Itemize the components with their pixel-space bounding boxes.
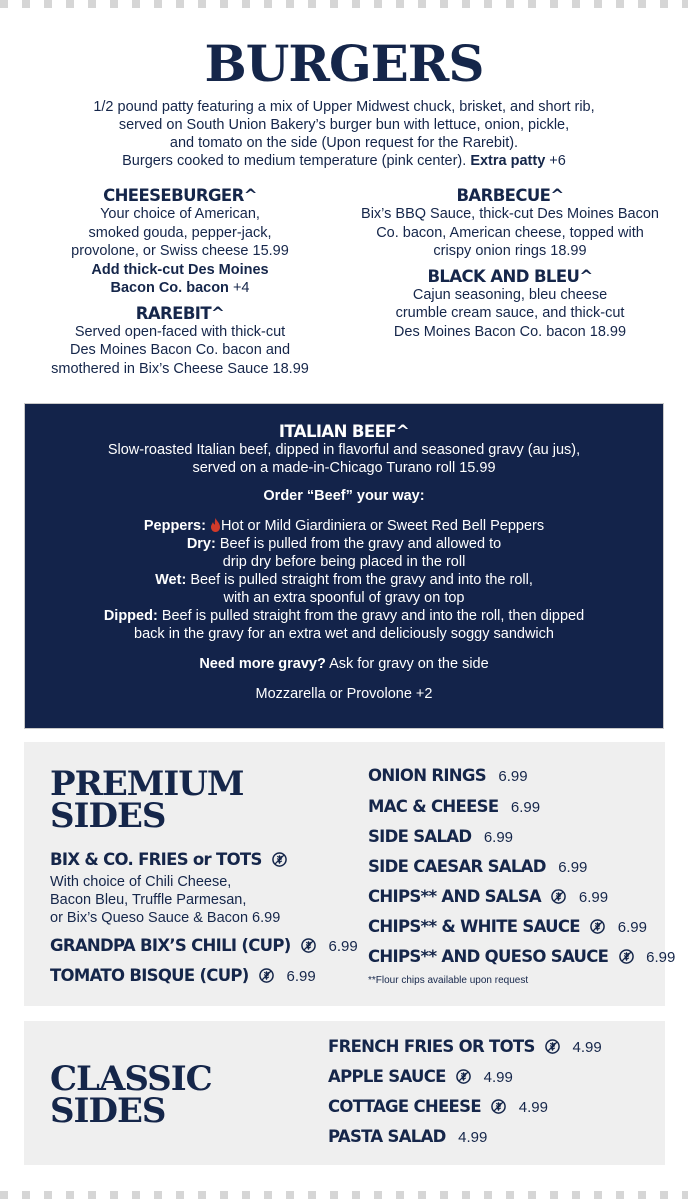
gravy-label: Need more gravy? bbox=[199, 656, 326, 672]
black-and-bleu-desc bbox=[350, 286, 670, 342]
flame-icon bbox=[210, 518, 221, 532]
side-item-cottage-cheese bbox=[328, 1097, 548, 1117]
side-name: BIX & CO. FRIES or TOTS bbox=[50, 850, 262, 869]
gluten-free-icon bbox=[456, 1069, 471, 1084]
order-way bbox=[25, 487, 663, 505]
intro-line bbox=[40, 152, 648, 170]
cheeseburger-title: CHEESEBURGER^ bbox=[103, 186, 257, 205]
side-item-fries bbox=[50, 850, 287, 870]
wet-line bbox=[25, 571, 663, 589]
title-line: SIDES bbox=[50, 796, 166, 836]
addon-price: +4 bbox=[232, 280, 250, 296]
side-price: 6.99 bbox=[483, 829, 514, 846]
side-item-tomato-bisque bbox=[50, 966, 316, 986]
cheese-addon: Mozzarella or Provolone +2 bbox=[255, 686, 433, 702]
burgers-left-column bbox=[40, 186, 320, 378]
classic-sides-panel bbox=[24, 1021, 665, 1165]
side-name: TOMATO BISQUE (CUP) bbox=[50, 966, 249, 985]
black-and-bleu-title: BLACK AND BLEU^ bbox=[427, 266, 593, 286]
addon-bold: Add thick-cut Des Moines bbox=[91, 261, 269, 278]
wet-text-cont: with an extra spoonful of gravy on top bbox=[223, 590, 465, 606]
desc-line: Des Moines Bacon Co. bacon 18.99 bbox=[393, 323, 627, 340]
fries-desc bbox=[50, 873, 280, 927]
side-item-french-fries bbox=[328, 1037, 602, 1057]
desc-line: Served open-faced with thick-cut bbox=[74, 323, 286, 340]
wet-label: Wet: bbox=[155, 572, 187, 588]
top-border bbox=[0, 0, 688, 8]
burgers-right-column bbox=[350, 186, 670, 341]
side-name: SIDE CAESAR SALAD bbox=[368, 857, 546, 876]
bottom-border bbox=[0, 1191, 688, 1199]
side-name: SIDE SALAD bbox=[368, 827, 472, 846]
side-item-chips-queso bbox=[368, 947, 675, 967]
rarebit-desc bbox=[40, 323, 320, 379]
title-line: PREMIUM bbox=[50, 764, 244, 804]
side-name: CHIPS** AND SALSA bbox=[368, 887, 541, 906]
peppers-label: Peppers: bbox=[143, 518, 206, 534]
side-name: FRENCH FRIES OR TOTS bbox=[328, 1037, 535, 1056]
dipped-line bbox=[25, 607, 663, 625]
bacon-addon-line-2 bbox=[40, 279, 320, 298]
peppers-line bbox=[25, 517, 663, 535]
dipped-text-cont: back in the gravy for an extra wet and deliciously soggy sandwich bbox=[134, 626, 554, 642]
side-name: CHIPS** AND QUESO SAUCE bbox=[368, 947, 609, 966]
flour-chips-note: **Flour chips available upon request bbox=[368, 975, 529, 986]
title-line: SIDES bbox=[50, 1091, 166, 1131]
desc-line: smothered in Bix’s Cheese Sauce 18.99 bbox=[51, 360, 309, 377]
side-item-onion-rings bbox=[368, 766, 528, 786]
gravy-text: Ask for gravy on the side bbox=[329, 656, 489, 672]
desc-line: smoked gouda, pepper-jack, bbox=[88, 224, 272, 241]
order-way-label: Order “Beef” your way: bbox=[263, 488, 425, 504]
gravy-line bbox=[25, 655, 663, 673]
desc-line: or Bix’s Queso Sauce & Bacon 6.99 bbox=[50, 910, 281, 926]
rarebit-title: RAREBIT^ bbox=[135, 303, 225, 323]
side-item-caesar-salad bbox=[368, 857, 587, 877]
burgers-intro bbox=[40, 98, 648, 170]
desc-line: crumble cream sauce, and thick-cut bbox=[395, 305, 625, 321]
intro-line: and tomato on the side (Upon request for the Rarebit). bbox=[169, 135, 519, 151]
bacon-addon-line-1 bbox=[40, 261, 320, 280]
side-price: 4.99 bbox=[458, 1129, 488, 1146]
side-price: 4.99 bbox=[483, 1069, 513, 1086]
desc-line: Des Moines Bacon Co. bacon and bbox=[69, 342, 291, 358]
extra-patty-price: +6 bbox=[549, 153, 566, 169]
dipped-text: Beef is pulled straight from the gravy and into the roll, then dipped bbox=[161, 608, 585, 624]
side-item-pasta-salad bbox=[328, 1127, 487, 1147]
gluten-free-icon bbox=[545, 1039, 560, 1054]
side-price: 4.99 bbox=[572, 1039, 602, 1056]
intro-line: served on South Union Bakery’s burger bun with lettuce, onion, pickle, bbox=[118, 117, 570, 133]
side-price: 6.99 bbox=[617, 919, 647, 936]
side-name: COTTAGE CHEESE bbox=[328, 1097, 481, 1116]
desc-line: Bacon Bleu, Truffle Parmesan, bbox=[50, 892, 247, 908]
side-name: PASTA SALAD bbox=[328, 1127, 446, 1146]
dry-text: Beef is pulled from the gravy and allowed to bbox=[219, 536, 502, 552]
side-name: GRANDPA BIX’S CHILI (CUP) bbox=[50, 936, 291, 955]
side-item-mac-cheese bbox=[368, 797, 540, 817]
page-title: BURGERS bbox=[204, 34, 484, 93]
desc-line: With choice of Chili Cheese, bbox=[50, 874, 232, 890]
side-name: APPLE SAUCE bbox=[328, 1067, 446, 1086]
side-item-side-salad bbox=[368, 827, 513, 847]
desc-line: Your choice of American, bbox=[100, 206, 260, 222]
intro-medium-note: Burgers cooked to medium temperature (pink center). bbox=[122, 153, 467, 169]
gluten-free-icon bbox=[491, 1099, 506, 1114]
wet-text: Beef is pulled straight from the gravy and into the roll, bbox=[190, 572, 533, 588]
desc-line: Bix’s BBQ Sauce, thick-cut Des Moines Bacon bbox=[361, 206, 659, 222]
gluten-free-icon bbox=[272, 852, 287, 867]
barbecue-desc bbox=[350, 205, 670, 261]
side-item-chips-salsa bbox=[368, 887, 608, 907]
premium-sides-title bbox=[50, 764, 244, 836]
barbecue-title: BARBECUE^ bbox=[456, 186, 564, 205]
addon-bold: Bacon Co. bacon bbox=[110, 280, 229, 296]
dry-label: Dry: bbox=[186, 536, 216, 552]
side-price: 6.99 bbox=[498, 768, 528, 785]
side-item-chili bbox=[50, 936, 358, 956]
side-price: 6.99 bbox=[328, 938, 358, 955]
side-price: 4.99 bbox=[518, 1099, 548, 1116]
desc-line: provolone, or Swiss cheese 15.99 bbox=[71, 243, 289, 259]
gluten-free-icon bbox=[590, 919, 605, 934]
dipped-label: Dipped: bbox=[103, 608, 158, 624]
gluten-free-icon bbox=[619, 949, 634, 964]
extra-patty-label: Extra patty bbox=[470, 153, 546, 169]
side-item-apple-sauce bbox=[328, 1067, 513, 1087]
gluten-free-icon bbox=[259, 968, 274, 983]
side-price: 6.99 bbox=[578, 889, 609, 906]
peppers-text: Hot or Mild Giardiniera or Sweet Red Bell Peppers bbox=[220, 518, 545, 534]
dry-text-cont: drip dry before being placed in the roll bbox=[222, 554, 466, 570]
side-item-chips-white-sauce bbox=[368, 917, 647, 937]
premium-sides-panel bbox=[24, 742, 676, 1006]
desc-line: Co. bacon, American cheese, topped with bbox=[376, 224, 644, 241]
intro-line: 1/2 pound patty featuring a mix of Upper Midwest chuck, brisket, and short rib, bbox=[93, 99, 595, 115]
side-price: 6.99 bbox=[558, 859, 588, 876]
gluten-free-icon bbox=[551, 889, 566, 904]
title-line: CLASSIC bbox=[50, 1059, 212, 1099]
gluten-free-icon bbox=[301, 938, 316, 953]
beef-desc-line: Slow-roasted Italian beef, dipped in flavorful and seasoned gravy (au jus), bbox=[107, 442, 581, 458]
side-name: MAC & CHEESE bbox=[368, 797, 499, 816]
beef-desc-line: served on a made-in-Chicago Turano roll 15.99 bbox=[192, 460, 496, 476]
classic-sides-title bbox=[50, 1059, 212, 1131]
side-name: ONION RINGS bbox=[368, 766, 486, 785]
dry-line bbox=[25, 535, 663, 553]
side-price: 6.99 bbox=[510, 799, 541, 816]
cheeseburger-desc bbox=[40, 205, 320, 298]
side-name: CHIPS** & WHITE SAUCE bbox=[368, 917, 580, 936]
italian-beef-title: ITALIAN BEEF^ bbox=[278, 422, 410, 441]
desc-line: crispy onion rings 18.99 bbox=[433, 243, 587, 259]
desc-line: Cajun seasoning, bleu cheese bbox=[412, 286, 608, 303]
side-price: 6.99 bbox=[286, 968, 316, 985]
italian-beef-box bbox=[24, 403, 664, 729]
side-price: 6.99 bbox=[646, 949, 676, 966]
